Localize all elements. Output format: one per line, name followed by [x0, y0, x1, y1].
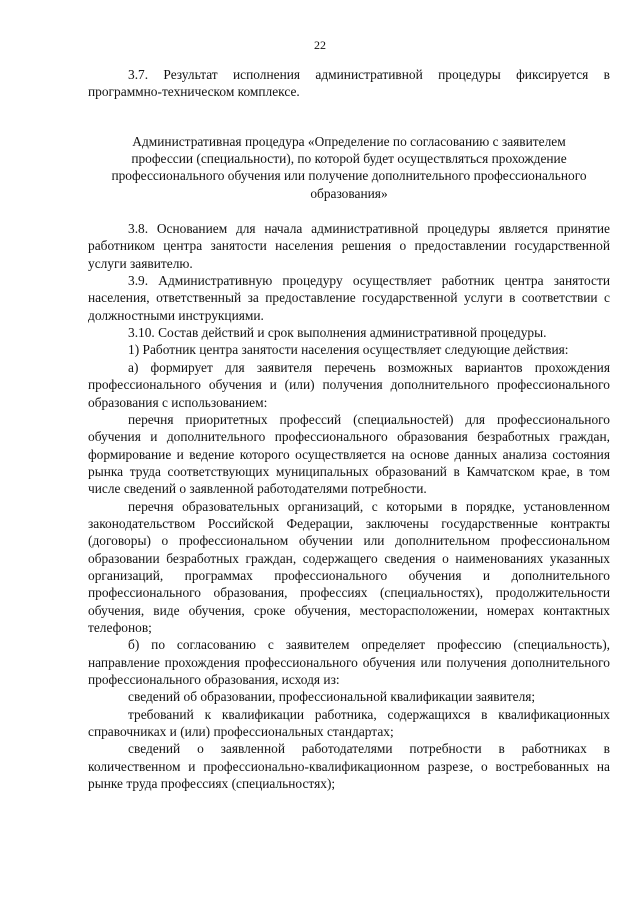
- paragraph-organizations-list: перечня образовательных организаций, с которыми в порядке, установленном законодательством Российской Федерации, заключены государственные контракты (договоры) о профессиональном обучении или дополнительном профессиональном образовании безработных граждан, содержащего сведения о наименованиях указанных организаций, программах профессионального обучения и дополнительного профессионального образования, профессиях (специальностях), продолжительности обучения, виде обучения, сроке обучения, месторасположении, номерах контактных телефонов;: [88, 498, 610, 635]
- paragraph-3-7: 3.7. Результат исполнения административной процедуры фиксируется в программно-техническом комплексе.: [88, 67, 610, 100]
- paragraph-3-8: 3.8. Основанием для начала административной процедуры является принятие работником центра занятости населения решения о предоставлении государственной услуги заявителю.: [88, 221, 610, 271]
- paragraph-item-b: б) по согласованию с заявителем определяет профессию (специальность), направление прохождения профессионального обучения или получения дополнительного профессионального образования, исходя из:: [88, 637, 610, 687]
- paragraph-3-9: 3.9. Административную процедуру осуществляет работник центра занятости населения, ответственный за предоставление государственной услуги в соответствии с должностными инструкциями.: [88, 273, 610, 323]
- paragraph-priority-list: перечня приоритетных профессий (специальностей) для профессионального обучения и дополнительного профессионального образования безработных граждан, формирование и ведение которого осуществляется на основе данных анализа состояния рынка труда соответствующих муниципальных образований в Камчатском крае, в том числе сведений о заявленной работодателями потребности.: [88, 411, 610, 497]
- paragraph-qualification-requirements: требований к квалификации работника, содержащихся в квалификационных справочниках и (или) профессиональных стандартах;: [88, 706, 610, 740]
- section-heading: Административная процедура «Определение по согласованию с заявителем профессии (специальности), по которой будет осуществляться прохождение профессионального обучения или получение дополнительного профессионального образования»: [111, 133, 587, 201]
- document-body: [88, 66, 610, 792]
- paragraph-education-info: сведений об образовании, профессиональной квалификации заявителя;: [128, 689, 536, 705]
- paragraph-employer-demand: сведений о заявленной работодателями потребности в работниках в количественном и профессионально-квалификационном разрезе, о востребованных на рынке труда профессиях (специальностях);: [88, 741, 610, 792]
- paragraph-item-a: а) формирует для заявителя перечень возможных вариантов прохождения профессионального обучения и (или) получения дополнительного профессионального образования с использованием:: [88, 359, 610, 410]
- paragraph-item-1: 1) Работник центра занятости населения осуществляет следующие действия:: [128, 342, 569, 358]
- paragraph-3-10: 3.10. Состав действий и срок выполнения административной процедуры.: [128, 325, 547, 341]
- page-number: 22: [314, 38, 326, 52]
